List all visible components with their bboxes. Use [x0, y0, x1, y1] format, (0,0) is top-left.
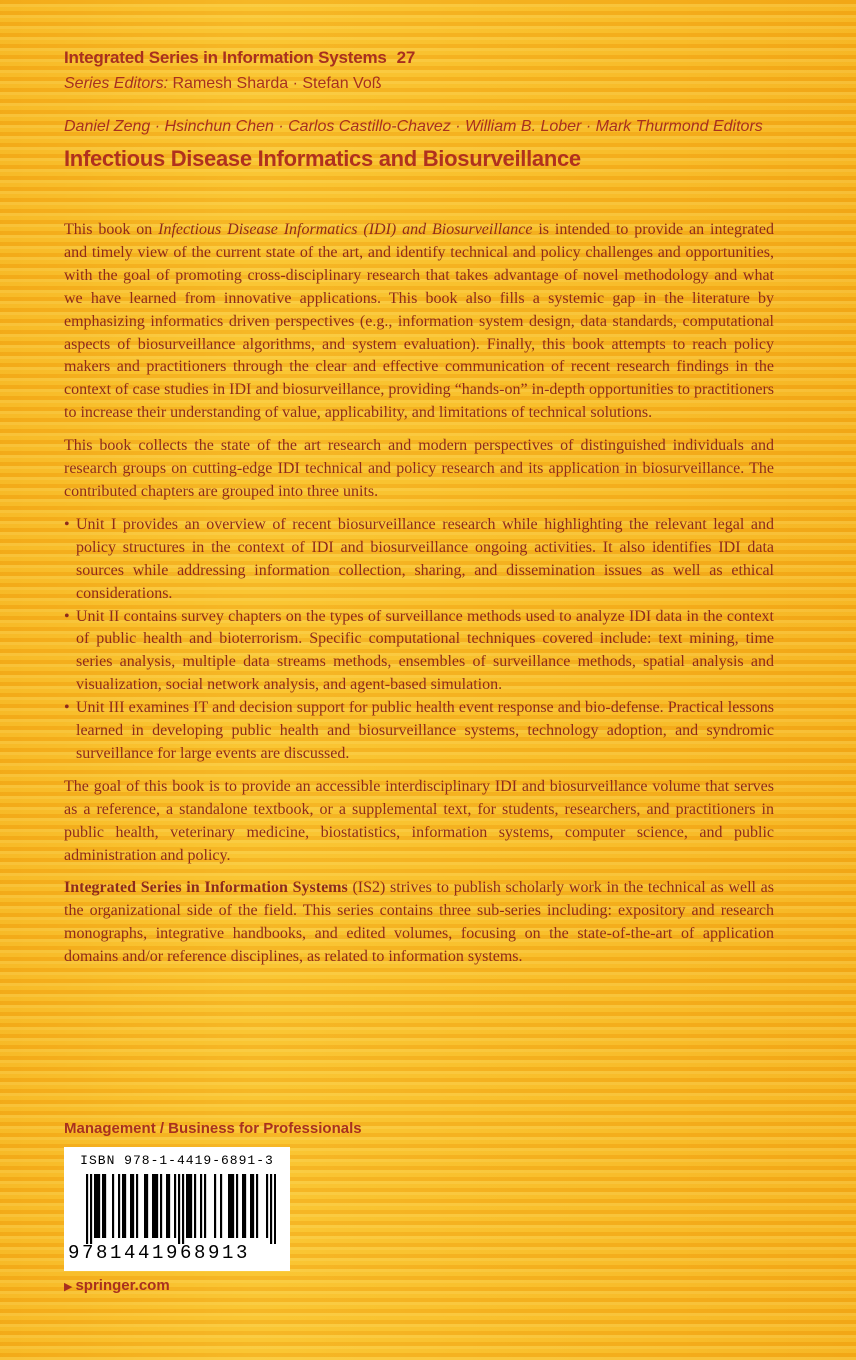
barcode-bar: [228, 1174, 230, 1238]
unit-list: [64, 514, 774, 766]
barcode-bar: [154, 1174, 156, 1238]
list-item: • Unit I provides an overview of recent biosurveillance research while highlighting the relevant legal and policy structures in the context of IDI and biosurveillance ongoing activities. It also identifies IDI data sources while addressing information collection, sharing, and dissemination issues as well as ethical considerations.: [64, 515, 774, 602]
barcode-bar: [160, 1174, 162, 1238]
barcode-bar: [250, 1174, 252, 1238]
series-number: 27: [396, 48, 416, 67]
barcode-bar: [194, 1174, 196, 1238]
barcode-bar: [102, 1174, 104, 1238]
back-cover-blurb: [64, 219, 774, 979]
isbn-barcode: [64, 1147, 290, 1271]
barcode-bar: [96, 1174, 98, 1238]
series-title: [64, 48, 415, 68]
barcode-bar: [242, 1174, 244, 1238]
bullet-icon: •: [64, 515, 70, 533]
barcode-bar: [152, 1174, 154, 1238]
barcode-bar: [266, 1174, 268, 1238]
barcode-bar: [186, 1174, 188, 1238]
subject-category: Management / Business for Professionals: [64, 1120, 362, 1137]
publisher-link[interactable]: [64, 1277, 170, 1294]
barcode-bar: [190, 1174, 192, 1238]
paragraph-series: Integrated Series in Information Systems (IS2) strives to publish scholarly work in the technical as well as the organizational side of the field. This series contains three sub-series including: expository and research monographs, integrative handbooks, and edited volumes, focusing on the state-of-the-art of application domains and/or reference disciplines, as related to information systems.: [64, 879, 774, 966]
barcode-bar: [166, 1174, 168, 1238]
barcode-bar: [132, 1174, 134, 1238]
barcode-bar: [244, 1174, 246, 1238]
barcode-bars: [86, 1174, 276, 1244]
series-name: Integrated Series in Information Systems: [64, 48, 387, 67]
series-name-bold: Integrated Series in Information Systems: [64, 879, 348, 897]
barcode-bar: [130, 1174, 132, 1238]
paragraph-goal: The goal of this book is to provide an accessible interdisciplinary IDI and biosurveillance volume that serves as a reference, a standalone textbook, or a supplemental text, for students, researchers, and practitioners in public health, veterinary medicine, biostatistics, information systems, computer science, and public administration and policy.: [64, 777, 774, 864]
barcode-bar: [232, 1174, 234, 1238]
book-topic-italic: Infectious Disease Informatics (IDI) and Biosurveillance: [158, 221, 533, 238]
bullet-icon: •: [64, 699, 70, 717]
barcode-bar: [124, 1174, 126, 1238]
barcode-bar: [214, 1174, 216, 1238]
ean-digits: 9781441968913: [68, 1242, 251, 1264]
barcode-bar: [220, 1174, 222, 1238]
barcode-bar: [118, 1174, 120, 1238]
list-item: • Unit III examines IT and decision support for public health event response and bio-defense. Practical lessons learned in developing public health and biosurveillance systems, technology adoption, and syndromic surveillance for large events are discussed.: [64, 699, 774, 762]
triangle-right-icon: ▶: [64, 1281, 73, 1293]
barcode-bar: [94, 1174, 96, 1238]
barcode-bar: [188, 1174, 190, 1238]
barcode-bar: [98, 1174, 100, 1238]
barcode-bar: [256, 1174, 258, 1238]
book-title: Infectious Disease Informatics and Biosurveillance: [64, 146, 581, 171]
paragraph-intro: This book on Infectious Disease Informatics (IDI) and Biosurveillance is intended to provide an integrated and timely view of the current state of the art, and identify technical and policy challenges and opportunities, with the goal of promoting cross-disciplinary research that takes advantage of novel methodology and what we have learned from innovative applications. This book also fills a systemic gap in the literature by emphasizing informatics driven perspectives (e.g., information system design, data standards, computational aspects of biosurveillance algorithms, and system evaluation). Finally, this book attempts to reach policy makers and practitioners through the clear and effective communication of recent research findings in the context of case studies in IDI and biosurveillance, providing “hands-on” in-depth opportunities to practitioners to increase their understanding of value, applicability, and limitations of technical solutions.: [64, 221, 774, 422]
barcode-bar: [122, 1174, 124, 1238]
barcode-bar: [174, 1174, 176, 1238]
bullet-icon: •: [64, 607, 70, 625]
series-editors-names: Ramesh Sharda · Stefan Voß: [172, 75, 382, 92]
isbn-label: ISBN 978-1-4419-6891-3: [80, 1153, 274, 1168]
barcode-bar: [200, 1174, 202, 1238]
series-editors-label: Series Editors:: [64, 75, 169, 92]
series-editors: [64, 75, 382, 93]
barcode-bar: [136, 1174, 138, 1238]
paragraph-collection: This book collects the state of the art research and modern perspectives of distinguished individuals and research groups on cutting-edge IDI technical and policy research and its application in biosurveillance. The contributed chapters are grouped into three units.: [64, 437, 774, 500]
barcode-bar: [144, 1174, 146, 1238]
list-item: • Unit II contains survey chapters on the types of surveillance methods used to analyze IDI data in the context of public health and bioterrorism. Specific computational techniques covered include: text mining, time series analysis, multiple data streams methods, ensembles of surveillance methods, spatial analysis and visualization, social network analysis, and agent-based simulation.: [64, 607, 774, 694]
barcode-bar: [90, 1174, 92, 1244]
barcode-bar: [104, 1174, 106, 1238]
barcode-bar: [274, 1174, 276, 1244]
barcode-bar: [230, 1174, 232, 1238]
barcode-bar: [156, 1174, 158, 1238]
book-editors: Daniel Zeng · Hsinchun Chen · Carlos Castillo-Chavez · William B. Lober · Mark Thurmond Editors: [64, 118, 763, 135]
barcode-bar: [168, 1174, 170, 1238]
barcode-bar: [204, 1174, 206, 1238]
barcode-bar: [270, 1174, 272, 1244]
publisher-label: springer.com: [75, 1277, 170, 1294]
barcode-bar: [236, 1174, 238, 1238]
barcode-bar: [146, 1174, 148, 1238]
barcode-bar: [252, 1174, 254, 1238]
barcode-bar: [112, 1174, 114, 1238]
barcode-bar: [86, 1174, 88, 1244]
barcode-bar: [178, 1174, 180, 1244]
barcode-bar: [182, 1174, 184, 1244]
